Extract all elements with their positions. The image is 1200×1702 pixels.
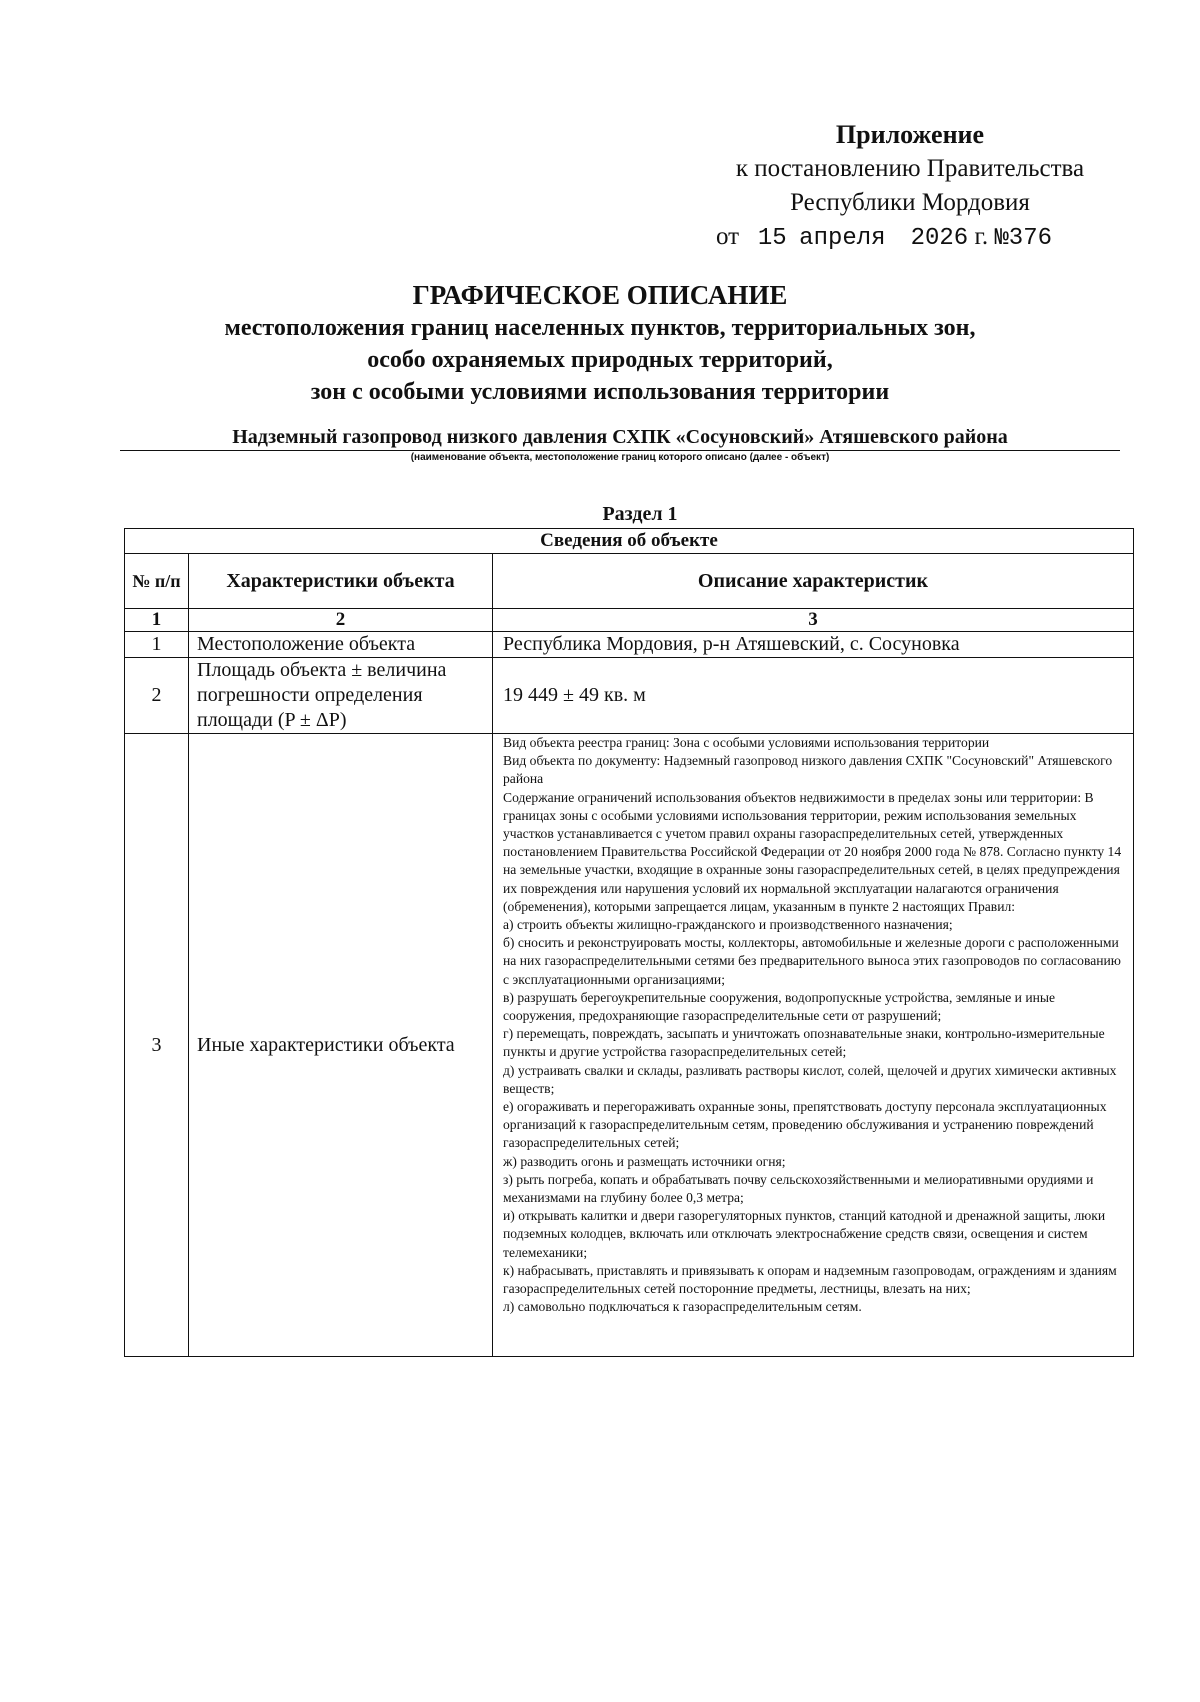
desc-line: б) сносить и реконструировать мосты, коллекторы, автомобильные и железные дороги с расположенными на них газораспределительными сетями без предварительного выноса этих газопроводов по согласованию с эксплуатационными организациями; [503, 935, 1121, 987]
object-info-table [124, 528, 1134, 1357]
date-prefix: от [716, 223, 740, 250]
desc-line: л) самовольно подключаться к газораспределительным сетям. [503, 1299, 862, 1315]
header-desc: Описание характеристик [493, 554, 1134, 609]
object-name: Надземный газопровод низкого давления СХПК «Сосуновский» Атяшевского района [232, 426, 1008, 448]
desc-line: Вид объекта реестра границ: Зона с особыми условиями использования территории [503, 735, 990, 750]
desc-line: з) рыть погреба, копать и обрабатывать почву сельскохозяйственными и мелиоративными орудиями и механизмами на глубину более 0,3 метра; [503, 1171, 1094, 1206]
desc-line: Содержание ограничений использования объектов недвижимости в пределах зоны или территории: В границах зоны с особыми условиями использования территории, режим использования земельных участков устанавливается с учетом правил охраны газораспределительных сетей, утвержденных постановлением Правительства Российской Федерации от 20 ноября 2000 года № 878. Согласно пункту 14 на земельные участки, входящие в охранные зоны газораспределительных сетей, в целях предупреждения их повреждения или нарушения условий их нормальной эксплуатации налагаются ограничения (обременения), которыми запрещается лицам, указанным в пункте 2 настоящих Правил: [503, 789, 1122, 914]
desc-line: г) перемещать, повреждать, засыпать и уничтожать опознавательные знаки, контрольно-измерительные пункты и другие устройства газораспределительных сетей; [503, 1026, 1105, 1060]
document-title [0, 278, 1200, 408]
row-char: Иные характеристики объекта [189, 734, 493, 1357]
appendix-line-1: к постановлению Правительства [735, 155, 1085, 182]
row-num: 1 [125, 632, 189, 658]
row-num: 3 [125, 734, 189, 1357]
row-char: Площадь объекта ± величина погрешности определения площади (P ± ΔP) [189, 658, 493, 734]
table-index-row [125, 609, 1134, 632]
document-number: №376 [994, 225, 1052, 252]
table-row [125, 632, 1134, 658]
object-caption: (наименование объекта, местоположение границ которого описано (далее - объект) [410, 452, 830, 463]
header-char: Характеристики объекта [189, 554, 493, 609]
desc-line: и) открывать калитки и двери газорегуляторных пунктов, станций катодной и дренажной защиты, люки подземных колодцев, включать или отключать электроснабжение средств связи, освещения и систем телемеханики; [503, 1208, 1106, 1260]
date-year: 2026 [910, 225, 969, 252]
desc-line: Вид объекта по документу: Надземный газопровод низкого давления СХПК "Сосуновский" Атяшевского района [503, 753, 1113, 787]
appendix-date-line [700, 220, 1120, 256]
appendix-heading: Приложение [835, 120, 985, 149]
date-month: апреля [799, 225, 886, 252]
title-line-1: местоположения границ населенных пунктов, территориальных зон, [224, 315, 976, 341]
title-main: ГРАФИЧЕСКОЕ ОПИСАНИЕ [412, 280, 788, 310]
row-desc-long [493, 734, 1134, 1357]
row-num: 2 [125, 658, 189, 734]
table-caption: Сведения об объекте [125, 529, 1134, 554]
title-line-2: особо охраняемых природных территорий, [367, 347, 833, 373]
index-col-1: 1 [125, 609, 189, 632]
appendix-line-2: Республики Мордовия [790, 189, 1030, 216]
desc-line: е) огораживать и перегораживать охранные зоны, препятствовать доступу персонала эксплуатационных организаций к газораспределительным сетям, проведению обслуживания и устранению повреждений газораспределительных сетей; [503, 1099, 1107, 1151]
header-num: № п/п [125, 554, 189, 609]
table-row [125, 734, 1134, 1357]
desc-line: а) строить объекты жилищно-гражданского и производственного назначения; [503, 917, 953, 933]
desc-line: д) устраивать свалки и склады, разливать растворы кислот, солей, щелочей и других химически активных веществ; [503, 1062, 1117, 1096]
date-day: 15 [757, 225, 787, 252]
desc-line: к) набрасывать, приставлять и привязывать к опорам и надземным газопроводам, ограждениям и зданиям газораспределительных сетей посторонние предметы, лестницы, влезать на них; [503, 1262, 1117, 1297]
appendix-block [700, 118, 1120, 256]
index-col-3: 3 [493, 609, 1134, 632]
table-header-row [125, 554, 1134, 609]
table-caption-row [125, 529, 1134, 554]
date-year-suffix: г. [974, 223, 989, 250]
title-line-3: зон с особыми условиями использования территории [310, 379, 890, 405]
row-desc: 19 449 ± 49 кв. м [493, 658, 1134, 734]
index-col-2: 2 [189, 609, 493, 632]
row-desc: Республика Мордовия, р-н Атяшевский, с. Сосуновка [493, 632, 1134, 658]
desc-line: в) разрушать берегоукрепительные сооружения, водопропускные устройства, земляные и иные сооружения, предохраняющие газораспределительные сети от разрушений; [503, 989, 1056, 1024]
row-char: Местоположение объекта [189, 632, 493, 658]
desc-line: ж) разводить огонь и размещать источники огня; [503, 1153, 786, 1169]
table-row [125, 658, 1134, 734]
object-underline [120, 450, 1120, 451]
section-label: Раздел 1 [602, 503, 678, 525]
